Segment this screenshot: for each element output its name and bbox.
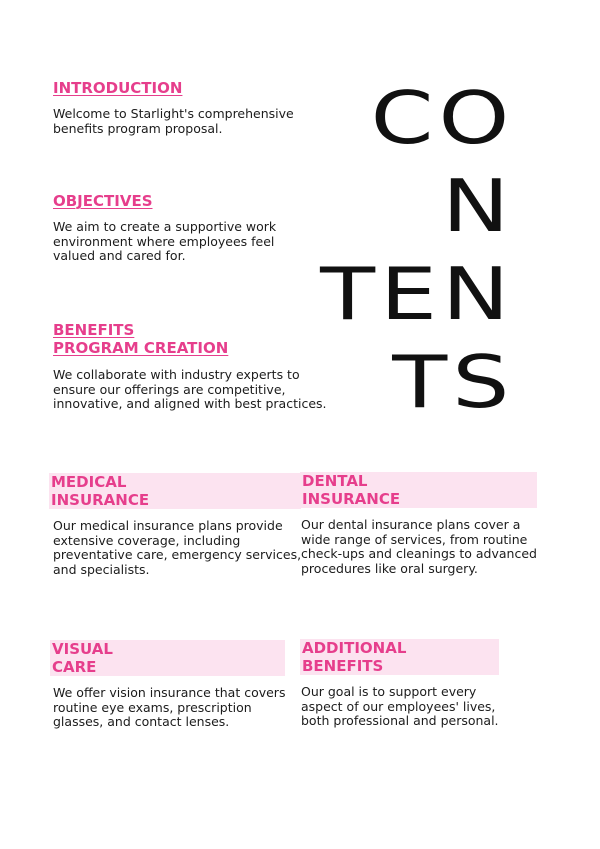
heading-line: CARE <box>51 658 99 676</box>
section-benefits-program <box>53 321 327 412</box>
contents-title <box>319 74 514 426</box>
heading-line-wrap <box>50 640 285 658</box>
text-line: Our dental insurance plans cover a <box>301 517 521 532</box>
section-introduction <box>53 79 294 136</box>
section-dental <box>300 472 537 576</box>
text-line: benefits program proposal. <box>53 120 223 136</box>
heading-line: BENEFITS <box>53 321 135 339</box>
benefits-program-text <box>53 368 327 412</box>
text-line: both professional and personal. <box>301 713 499 729</box>
text-line: procedures like oral surgery. <box>301 560 478 576</box>
heading-line-wrap <box>300 472 537 490</box>
additional-heading[interactable] <box>300 639 499 675</box>
text-line: valued and cared for. <box>53 248 186 264</box>
heading-line-wrap <box>300 639 499 657</box>
introduction-heading[interactable] <box>53 79 294 97</box>
introduction-text <box>53 107 294 136</box>
contents-title-line: CO <box>370 76 514 160</box>
text-line: ensure our offerings are competitive, <box>53 381 286 397</box>
heading-line-wrap <box>49 473 301 491</box>
heading-line-wrap <box>50 658 285 676</box>
text-line: check-ups and cleanings to advanced <box>301 546 537 562</box>
text-line: extensive coverage, including <box>53 532 241 548</box>
heading-line: VISUAL <box>51 640 116 658</box>
visual-text <box>50 686 285 730</box>
heading-line: MEDICAL <box>50 473 129 491</box>
contents-title-line: TEN <box>319 252 514 336</box>
dental-text <box>300 518 537 576</box>
benefits-program-heading[interactable] <box>53 321 327 357</box>
heading-line: DENTAL <box>301 472 371 490</box>
text-line: We aim to create a supportive work <box>53 219 277 234</box>
text-line: aspect of our employees' lives, <box>301 698 496 714</box>
section-medical <box>49 473 301 577</box>
text-line: routine eye exams, prescription <box>53 699 252 715</box>
text-line: environment where employees feel <box>53 233 275 249</box>
heading-line: INSURANCE <box>50 491 152 509</box>
heading-line: INSURANCE <box>301 490 403 508</box>
text-line: We collaborate with industry experts to <box>53 367 300 382</box>
objectives-text <box>53 220 276 264</box>
section-visual <box>50 640 285 730</box>
text-line: innovative, and aligned with best practices. <box>53 396 327 412</box>
text-line: preventative care, emergency services, <box>53 547 302 563</box>
text-line: We offer vision insurance that covers <box>53 685 286 700</box>
heading-line: INTRODUCTION <box>53 79 183 97</box>
visual-heading[interactable] <box>50 640 285 676</box>
text-line: glasses, and contact lenses. <box>53 714 230 730</box>
objectives-heading[interactable] <box>53 192 276 210</box>
heading-line-wrap <box>300 657 499 675</box>
heading-line: ADDITIONAL <box>301 639 409 657</box>
section-additional <box>300 639 499 729</box>
heading-line-wrap <box>300 490 537 508</box>
text-line: and specialists. <box>53 561 150 577</box>
dental-heading[interactable] <box>300 472 537 508</box>
section-objectives <box>53 192 276 264</box>
heading-line: OBJECTIVES <box>53 192 153 210</box>
heading-line-wrap <box>49 491 301 509</box>
medical-text <box>49 519 301 577</box>
additional-text <box>300 685 499 729</box>
text-line: Welcome to Starlight's comprehensive <box>53 106 294 121</box>
contents-title-line: TS <box>391 340 514 424</box>
text-line: wide range of services, from routine <box>301 531 528 547</box>
medical-heading[interactable] <box>49 473 301 509</box>
text-line: Our medical insurance plans provide <box>53 518 283 533</box>
contents-title-line: N <box>441 164 514 248</box>
heading-line: BENEFITS <box>301 657 386 675</box>
heading-line: PROGRAM CREATION <box>53 339 229 357</box>
text-line: Our goal is to support every <box>301 684 477 699</box>
